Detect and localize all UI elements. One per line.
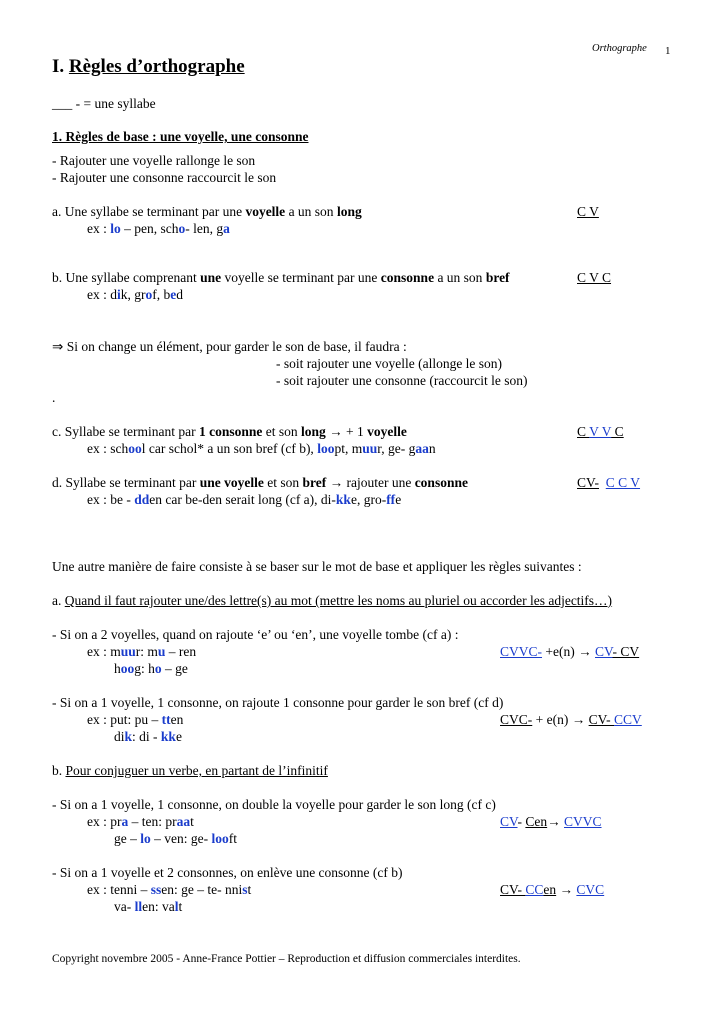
section-heading: 1. Règles de base : une voyelle, une consonne <box>52 129 309 144</box>
example-c: ex : school car schol* a un son bref (cf b), loopt, muur, ge- gaan <box>87 441 436 456</box>
intro: Une autre manière de faire consiste à se baser sur le mot de base et appliquer les règles suivantes : <box>52 559 582 574</box>
example: ex : pra – ten: praat <box>87 814 194 829</box>
implies-arrow-icon: ⇒ <box>52 339 64 354</box>
example: ex : put: pu – tten <box>87 712 184 727</box>
rule-a: a. Une syllabe se terminant par une voyelle a un son long <box>52 204 362 219</box>
rule-line: - Si on a 1 voyelle, 1 consonne, on rajoute 1 consonne pour garder le son bref (cf d) <box>52 695 504 710</box>
example: ex : muur: mu – ren <box>87 644 197 659</box>
rule-line: - Si on a 1 voyelle et 2 consonnes, on enlève une consonne (cf b) <box>52 865 403 880</box>
pattern-a: C V <box>577 204 599 219</box>
rule-line: - Si on a 1 voyelle, 1 consonne, on double la voyelle pour garder le son long (cf c) <box>52 797 496 812</box>
rule-c: c. Syllabe se terminant par 1 consonne et son long → + 1 voyelle <box>52 424 407 439</box>
note-line: - soit rajouter une consonne (raccourcit le son) <box>276 373 528 388</box>
footer-copyright: Copyright novembre 2005 - Anne-France Pottier – Reproduction et diffusion commerciales interdites. <box>52 953 521 965</box>
example-a: ex : lo – pen, scho- len, ga <box>87 221 230 236</box>
pattern: CVC- + e(n) → CV- CCV <box>500 712 642 727</box>
pattern: CVVC- +e(n) → CV- CV <box>500 644 640 659</box>
example: hoog: ho – ge <box>114 661 188 676</box>
pattern: CV- Cen→ CVVC <box>500 814 602 829</box>
note: ⇒ Si on change un élément, pour garder le son de base, il faudra : <box>52 339 407 354</box>
note-line: - soit rajouter une voyelle (allonge le son) <box>276 356 503 371</box>
pattern-d: CV- C C V <box>577 475 641 490</box>
example-d: ex : be - dden car be-den serait long (cf a), di-kke, gro-ffe <box>87 492 402 507</box>
example-b: ex : dik, grof, bed <box>87 287 184 302</box>
example: dik: di - kke <box>114 729 182 744</box>
rule-line: - Si on a 2 voyelles, quand on rajoute ‘e’ ou ‘en’, une voyelle tombe (cf a) : <box>52 627 459 642</box>
page-number: 1 <box>665 45 671 57</box>
rule-line: - Rajouter une voyelle rallonge le son <box>52 153 256 168</box>
pattern: CV- CCen → CVC <box>500 882 605 897</box>
pattern-b: C V C <box>577 270 612 285</box>
running-header: Orthographe <box>592 43 647 54</box>
subsection-b: b. Pour conjuguer un verbe, en partant de l’infinitif <box>52 763 328 778</box>
example: va- llen: valt <box>114 899 183 914</box>
rule-line: - Rajouter une consonne raccourcit le son <box>52 170 277 185</box>
example: ex : tenni – ssen: ge – te- nnist <box>87 882 252 897</box>
legend: ___ - = une syllabe <box>52 96 156 111</box>
pattern-c: C V V C <box>577 424 624 439</box>
rule-d: d. Syllabe se terminant par une voyelle et son bref → rajouter une consonne <box>52 475 468 490</box>
example: ge – lo – ven: ge- looft <box>114 831 238 846</box>
subsection-a: a. Quand il faut rajouter une/des lettre(s) au mot (mettre les noms au pluriel ou accorder les adjectifs…) <box>52 593 613 608</box>
page-title: I. Règles d’orthographe <box>52 56 245 77</box>
dot: . <box>52 390 56 405</box>
rule-b: b. Une syllabe comprenant une voyelle se terminant par une consonne a un son bref <box>52 270 510 285</box>
